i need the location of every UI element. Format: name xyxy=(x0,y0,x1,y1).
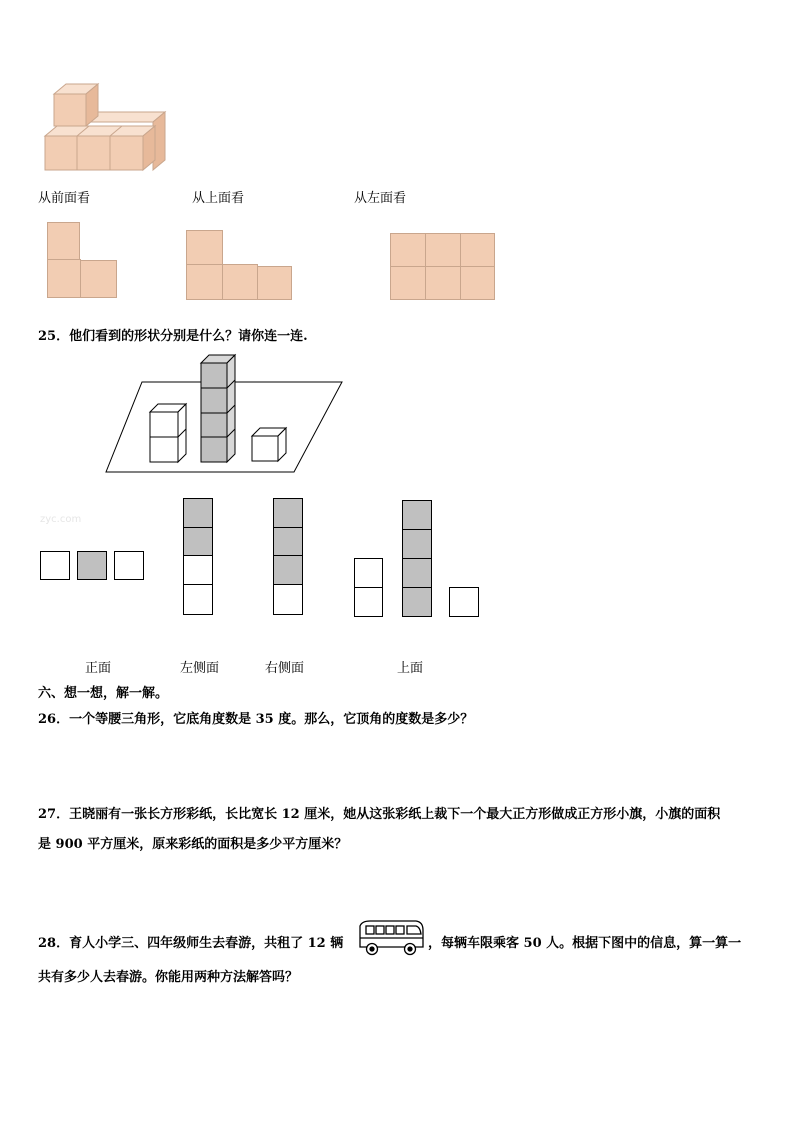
label-left-side: 左侧面 xyxy=(180,661,220,676)
question-28-line-1a: 28．育人小学三、四年级师生去春游，共租了 12 辆 xyxy=(38,936,344,951)
question-28-line-1b: ，每辆车限乘客 50 人。根据下图中的信息，算一算一 xyxy=(428,936,742,951)
front-view-label: 从前面看 xyxy=(38,191,91,206)
question-25: 25．他们看到的形状分别是什么？请你连一连. xyxy=(38,329,308,344)
question-28-line-2: 共有多少人去春游。你能用两种方法解答吗？ xyxy=(38,970,299,985)
question-27-line-2: 是 900 平方厘米，原来彩纸的面积是多少平方厘米？ xyxy=(38,837,348,852)
bus-icon xyxy=(356,918,426,958)
left-view-shape xyxy=(390,233,495,300)
question-26: 26．一个等腰三角形，它底角度数是 35 度。那么，它顶角的度数是多少？ xyxy=(38,712,474,727)
front-view-shape xyxy=(47,222,117,298)
label-right-side: 右侧面 xyxy=(265,661,305,676)
question-27-line-1: 27．王晓丽有一张长方形彩纸，长比宽长 12 厘米，她从这张彩纸上裁下一个最大正方形做成正方形小旗，小旗的面积 xyxy=(38,807,721,822)
platform-cubes-figure xyxy=(100,352,350,478)
label-top: 上面 xyxy=(397,661,424,676)
option-shape-row xyxy=(40,551,144,580)
label-front: 正面 xyxy=(85,661,112,676)
option-shape-column-a xyxy=(183,498,213,615)
section-6-title: 六、想一想，解一解。 xyxy=(38,686,169,701)
top-view-shape xyxy=(186,230,292,300)
option-shape-column-b xyxy=(273,498,303,615)
left-view-label: 从左面看 xyxy=(354,191,407,206)
watermark: zyc.com xyxy=(40,514,82,525)
cube-stack-figure xyxy=(40,82,172,174)
option-shape-combined xyxy=(354,500,479,617)
top-view-label: 从上面看 xyxy=(192,191,245,206)
